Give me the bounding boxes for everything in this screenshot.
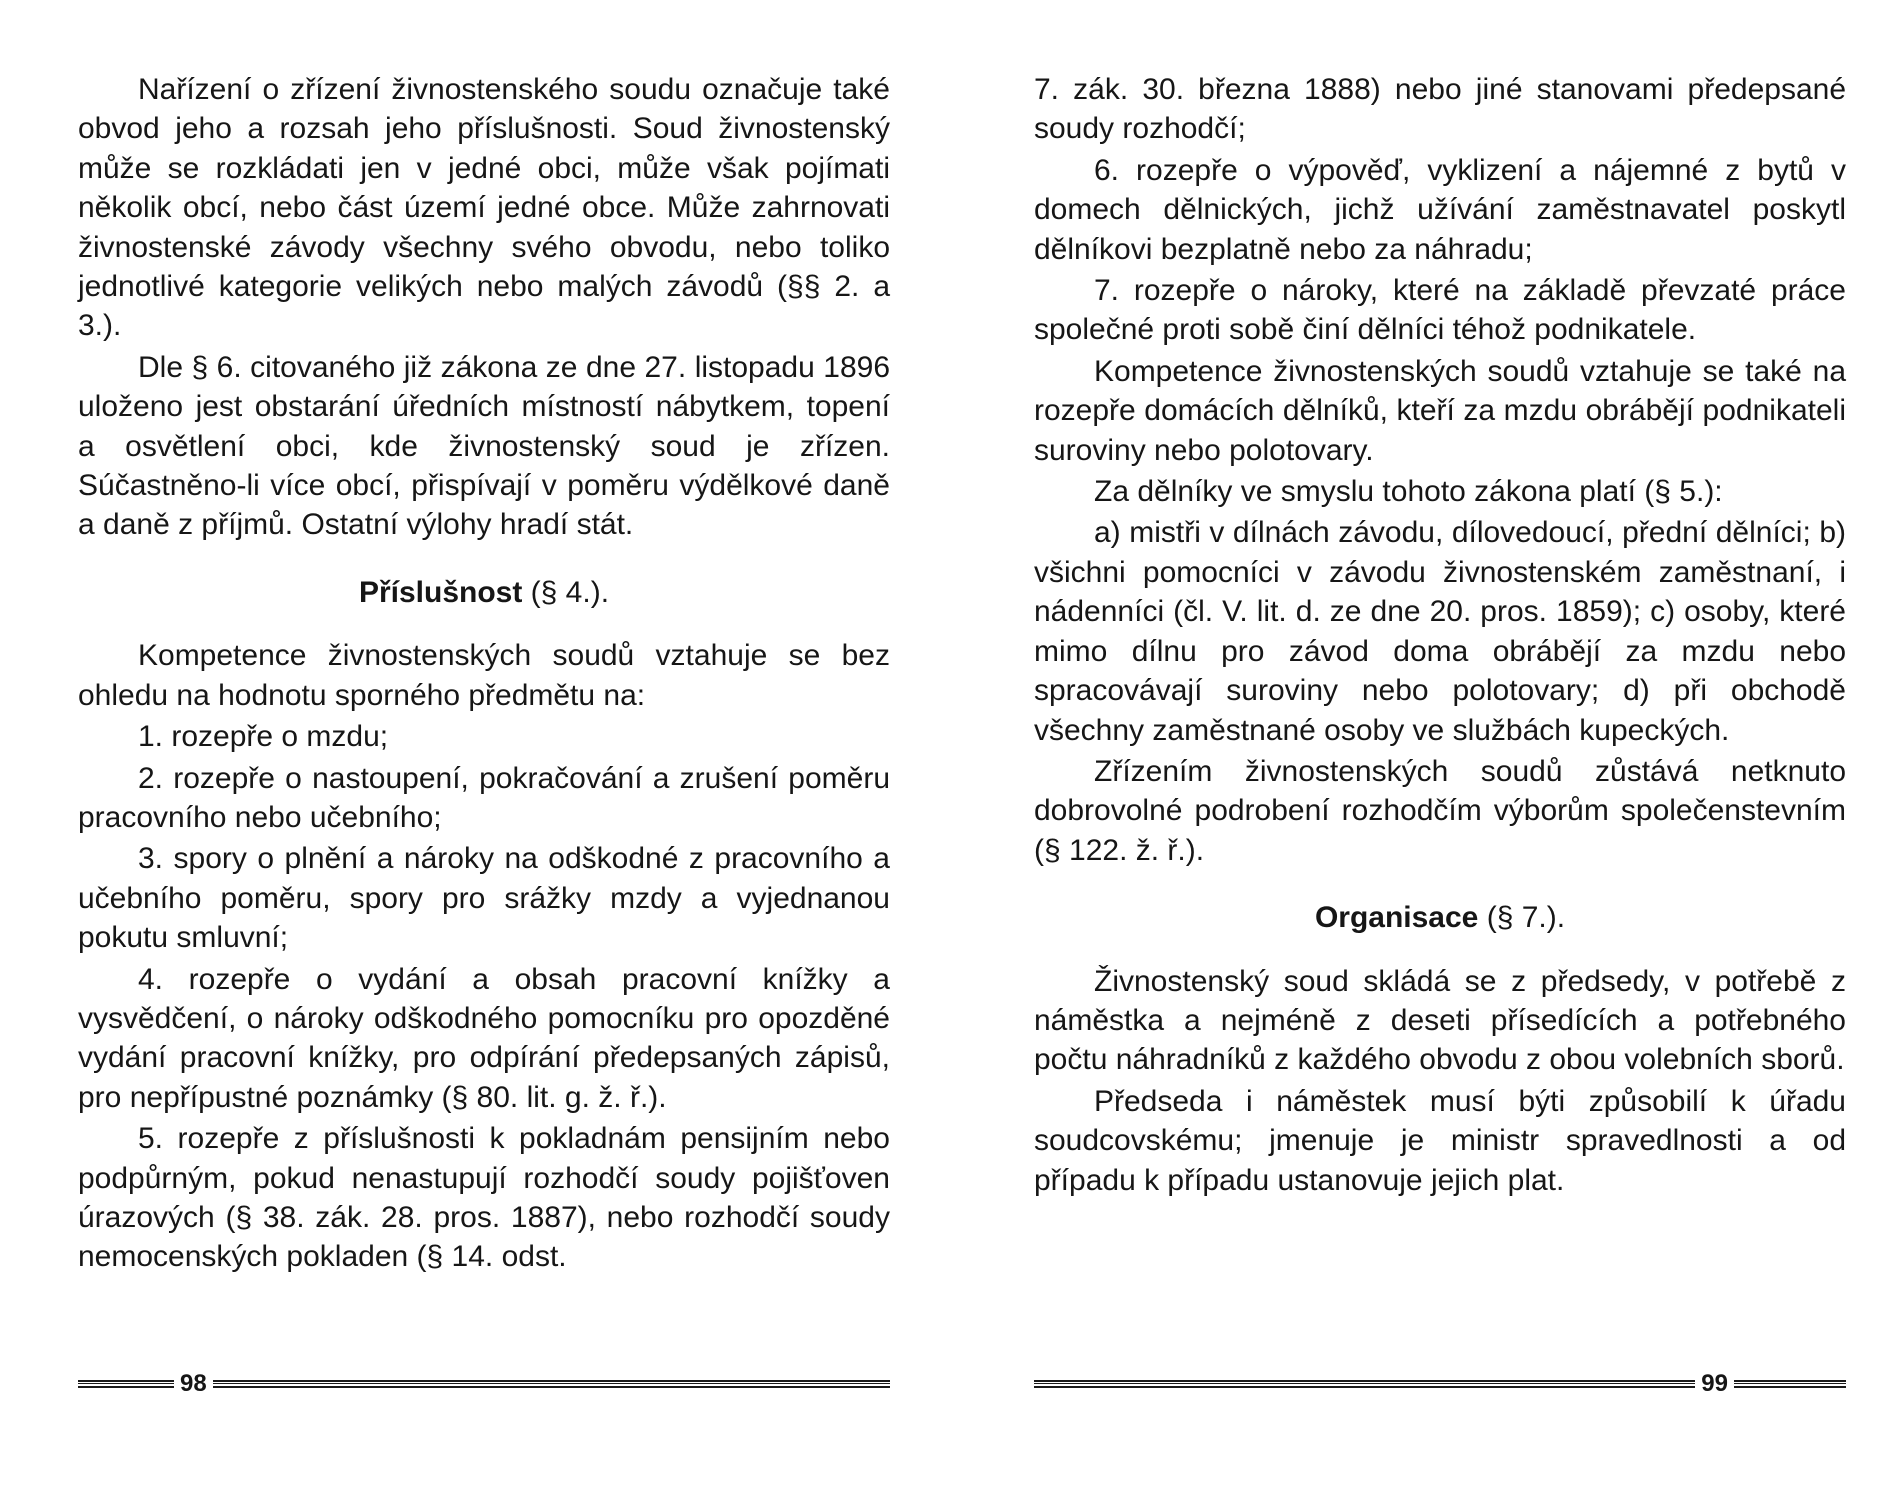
paragraph: Předseda i náměstek musí býti způsobilí k úřadu soudcovskému; jmenuje je ministr spravedlnosti a od případu k případu ustanovuje jejich plat. [1034,1084,1846,1197]
list-item: 7. rozepře o nároky, které na základě převzaté práce společné proti sobě činí dělníci téhož podnikatele. [1034,274,1846,347]
paragraph: a) mistři v dílnách závodu, dílovedoucí, přední dělníci; b) všichni pomocníci v závodu živnostenském zaměstnaní, i nádenníci (čl. V. lit. d. ze dne 20. pros. 1859); c) osoby, které mimo dílnu pro závod doma obrábějí za mzdu nebo spracovávají suroviny nebo polotovary; d) při obchodě všechny zaměstnané osoby ve službách kupeckých. [1034,516,1846,747]
footer-rule [213,1380,890,1388]
section-heading-organisace [1034,898,1846,937]
left-page-text [78,70,890,1277]
paragraph: Kompetence živnostenských soudů vztahuje se bez ohledu na hodnotu sporného předmětu na: [78,639,890,712]
page-number: 99 [1701,1370,1728,1397]
page-footer [1034,1370,1846,1397]
list-item: 6. rozepře o výpověď, vyklizení a nájemné z bytů v domech dělnických, jichž užívání zaměstnavatel poskytl dělníkovi bezplatně nebo za náhradu; [1034,153,1846,266]
paragraph: Kompetence živnostenských soudů vztahuje se také na rozepře domácích dělníků, kteří za mzdu obrábějí podnikateli suroviny nebo polotovary. [1034,354,1846,467]
footer-rule [1034,1380,1695,1388]
paragraph: Dle § 6. citovaného již zákona ze dne 27. listopadu 1896 uloženo jest obstarání úředních místností nábytkem, topení a osvětlení obci, kde živnostenský soud je zřízen. Súčastněno-li více obcí, přispívají v poměru výdělkové daně a daně z příjmů. Ostatní výlohy hradí stát. [78,350,890,542]
section-heading-prislusnost [78,573,890,612]
list-item: 5. rozepře z příslušnosti k pokladnám pensijním nebo podpůrným, pokud nenastupují rozhodčí soudy pojišťoven úrazových (§ 38. zák. 28. pros. 1887), nebo rozhodčí soudy nemocenských pokladen (§ 14. odst. [78,1122,890,1274]
right-page [1034,0,1846,1500]
section-heading-title: Příslušnost [358,575,523,609]
left-page [78,0,890,1500]
paragraph-continued: 7. zák. 30. března 1888) nebo jiné stanovami předepsané soudy rozhodčí; [1034,73,1846,146]
paragraph: Nařízení o zřízení živnostenského soudu označuje také obvod jeho a rozsah jeho příslušnosti. Soud živnostenský může se rozkládati jen v jedné obci, může však pojímati několik obcí, nebo část území jedné obce. Může zahrnovati živnostenské závody všechny svého obvodu, nebo toliko jednotlivé kategorie velikých nebo malých závodů (§§ 2. a 3.). [78,73,890,343]
section-heading-title: Organisace [1314,901,1479,935]
list-item: 1. rozepře o mzdu; [138,720,389,754]
footer-rule [1734,1380,1846,1388]
page-number: 98 [180,1370,207,1397]
paragraph: Zřízením živnostenských soudů zůstává netknuto dobrovolné podrobení rozhodčím výborům společenstevním (§ 122. ž. ř.). [1034,754,1846,867]
list-item: 3. spory o plnění a nároky na odškodné z pracovního a učebního poměru, spory pro srážky mzdy a vyjednanou pokutu smluvní; [78,842,890,955]
paragraph: Živnostenský soud skládá se z předsedy, v potřebě z náměstka a nejméně z deseti přísedících a potřebného počtu náhradníků z každého obvodu z obou volebních sborů. [1034,964,1846,1077]
right-page-text [1034,70,1846,1200]
section-heading-ref: (§ 7.). [1486,901,1566,935]
paragraph: Za dělníky ve smyslu tohoto zákona platí (§ 5.): [1094,475,1723,509]
page-footer [78,1370,890,1397]
footer-rule [78,1380,174,1388]
list-item: 2. rozepře o nastoupení, pokračování a zrušení poměru pracovního nebo učebního; [78,761,890,834]
list-item: 4. rozepře o vydání a obsah pracovní knížky a vysvědčení, o nároky odškodného pomocníku pro opozděné vydání pracovní knížky, pro odpírání předepsaných zápisů, pro nepřípustné poznámky (§ 80. lit. g. ž. ř.). [78,962,890,1114]
section-heading-ref: (§ 4.). [530,575,610,609]
